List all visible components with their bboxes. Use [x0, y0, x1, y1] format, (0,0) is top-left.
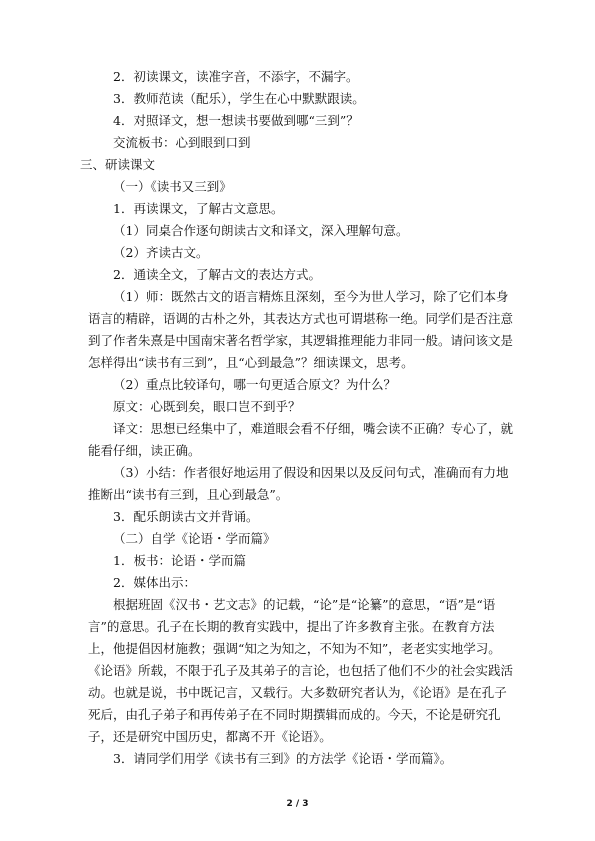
- step-2-2-compare-sentences: （2）重点比较译句，哪一句更适合原文？为什么？: [113, 377, 396, 392]
- step-1-reread: 1．再读课文，了解古文意思。: [113, 201, 284, 216]
- translation-text: 译文：思想已经集中了，难道眼会看不仔细，嘴会读不正确？专心了，就能看仔细，读正确。: [88, 421, 514, 458]
- step-4-compare-translation: 4．对照译文，想一想读书要做到哪“三到”？: [113, 113, 359, 128]
- step-2-media-display: 2．媒体出示：: [113, 575, 196, 590]
- step-3-self-study: 3．请同学们用学《读书有三到》的方法学《论语・学而篇》。: [113, 751, 453, 766]
- step-1-board-title: 1．板书：论语・学而篇: [113, 553, 246, 568]
- step-2-1-teacher-question: （1）师：既然古文的语言精炼且深刻，至今为世人学习，除了它们本身语言的精辟，语调的古朴之外，其表达方式也可谓堪称一绝。同学们是否注意到了作者朱熹是中国南宋著名哲学家，其逻辑推理能力非同一般。请问该文是怎样得出“读书有三到”，且“心到最急”？细读课文，思考。: [88, 289, 514, 370]
- step-3-recite: 3．配乐朗读古文并背诵。: [113, 509, 259, 524]
- subsection-heading-2: （二）自学《论语・学而篇》: [113, 531, 276, 546]
- step-2-3-summary: （3）小结：作者很好地运用了假设和因果以及反问句式，准确而有力地推断出“读书有三到，且心到最急”。: [88, 465, 509, 502]
- step-2-first-read: 2．初读课文，读准字音，不添字，不漏字。: [113, 69, 359, 84]
- page-number: 2 / 3: [286, 799, 309, 809]
- board-note: 交流板书：心到眼到口到: [113, 135, 251, 150]
- document-body: [80, 66, 518, 770]
- step-2-full-read: 2．通读全文，了解古文的表达方式。: [113, 267, 321, 282]
- step-1-2-group-reading: （2）齐读古文。: [113, 245, 209, 260]
- step-1-1-pair-reading: （1）同桌合作逐句朗读古文和译文，深入理解句意。: [113, 223, 409, 238]
- step-3-teacher-reading: 3．教师范读（配乐），学生在心中默默跟读。: [113, 91, 365, 106]
- section-heading-study: 三、研读课文: [80, 157, 156, 172]
- lunyu-introduction: 根据班固《汉书・艺文志》的记载，“论”是“论纂”的意思，“语”是“语言”的意思。孔子在长期的教育实践中，提出了许多教育主张。在教育方法上，他提倡因材施教；强调“知之为知之，不知为不知”，老老实实地学习。《论语》所载，不限于孔子及其弟子的言论，也包括了他们不少的社会实践活动。也就是说，书中既记言，又载行。大多数研究者认为，《论语》是在孔子死后，由孔子弟子和再传弟子在不同时期撰辑而成的。今天，不论是研究孔子，还是研究中国历史，都离不开《论语》。: [88, 597, 514, 744]
- subsection-heading-1: （一）《读书又三到》: [113, 179, 232, 194]
- original-text: 原文：心既到矣，眼口岂不到乎？: [113, 399, 301, 414]
